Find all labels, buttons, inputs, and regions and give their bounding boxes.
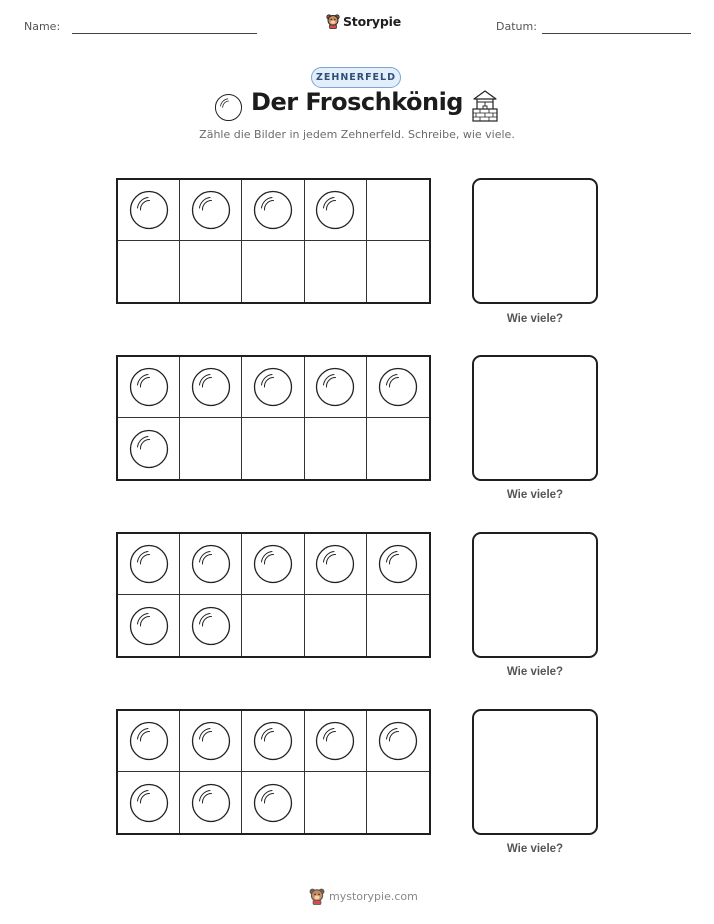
golden-ball-icon [253,544,293,584]
ten-frame-2 [116,355,431,481]
page-title: Der Froschkönig [251,88,463,116]
ten-frame-cell [242,180,304,241]
golden-ball-icon [191,544,231,584]
ten-frame-cell [242,534,304,595]
name-line[interactable] [72,33,257,34]
answer-box-4[interactable] [472,709,598,835]
ten-frame-cell [367,241,429,302]
golden-ball-icon [129,367,169,407]
ten-frame-cell [367,357,429,418]
golden-ball-icon [315,190,355,230]
ten-frame-cell [180,180,242,241]
well-icon [470,89,500,128]
golden-ball-icon [378,544,418,584]
answer-box-1[interactable] [472,178,598,304]
golden-ball-icon [129,544,169,584]
ten-frame-cell [118,357,180,418]
golden-ball-icon [378,721,418,761]
golden-ball-icon [253,783,293,823]
ten-frame-cell [305,711,367,772]
golden-ball-icon [315,544,355,584]
golden-ball-icon [129,783,169,823]
golden-ball-icon [315,721,355,761]
ten-frame-cell [367,595,429,656]
brand-name: Storypie [343,13,401,29]
golden-ball-icon [129,606,169,646]
golden-ball-icon [378,367,418,407]
date-line[interactable] [542,33,691,34]
ten-frame-cell [367,711,429,772]
golden-ball-icon [191,606,231,646]
ten-frame-cell [180,418,242,479]
ten-frame-cell [305,595,367,656]
ten-frame-1 [116,178,431,304]
answer-label-4: Wie viele? [506,843,564,855]
golden-ball-icon [253,721,293,761]
golden-ball-icon [191,783,231,823]
ten-frame-cell [305,772,367,833]
golden-ball-icon [129,190,169,230]
golden-ball-icon [315,367,355,407]
ten-frame-cell [118,534,180,595]
ten-frame-cell [118,180,180,241]
golden-ball-icon [191,367,231,407]
bear-mascot-icon [326,13,340,29]
golden-ball-icon [191,721,231,761]
answer-label-2: Wie viele? [506,489,564,501]
ten-frame-cell [242,357,304,418]
ten-frame-cell [367,418,429,479]
answer-box-2[interactable] [472,355,598,481]
category-badge: ZEHNERFELD [311,67,401,88]
ten-frame-cell [305,418,367,479]
golden-ball-icon [191,190,231,230]
ten-frame-cell [180,595,242,656]
ten-frame-cell [180,711,242,772]
footer-url: mystorypie.com [329,889,418,903]
golden-ball-icon [253,367,293,407]
golden-ball-icon [253,190,293,230]
ten-frame-4 [116,709,431,835]
ten-frame-cell [367,772,429,833]
ten-frame-cell [118,772,180,833]
ten-frame-cell [118,418,180,479]
ten-frame-cell [367,534,429,595]
ten-frame-cell [118,711,180,772]
ten-frame-cell [305,241,367,302]
ten-frame-cell [180,534,242,595]
ten-frame-3 [116,532,431,658]
golden-ball-icon [129,721,169,761]
name-label: Name: [24,20,61,33]
footer [309,887,418,905]
answer-label-1: Wie viele? [506,313,564,325]
ten-frame-cell [242,418,304,479]
ten-frame-cell [180,772,242,833]
ten-frame-cell [242,595,304,656]
ten-frame-cell [242,711,304,772]
bear-mascot-icon [309,887,325,905]
ten-frame-cell [180,357,242,418]
ten-frame-cell [305,534,367,595]
instructions: Zähle die Bilder in jedem Zehnerfeld. Schreibe, wie viele. [199,128,515,141]
ten-frame-cell [242,772,304,833]
ten-frame-cell [118,595,180,656]
ten-frame-cell [242,241,304,302]
answer-box-3[interactable] [472,532,598,658]
golden-ball-icon [129,429,169,469]
ten-frame-cell [118,241,180,302]
ten-frame-cell [367,180,429,241]
ten-frame-cell [305,180,367,241]
brand-logo [326,13,401,29]
ten-frame-cell [180,241,242,302]
date-label: Datum: [496,20,537,33]
ten-frame-cell [305,357,367,418]
answer-label-3: Wie viele? [506,666,564,678]
